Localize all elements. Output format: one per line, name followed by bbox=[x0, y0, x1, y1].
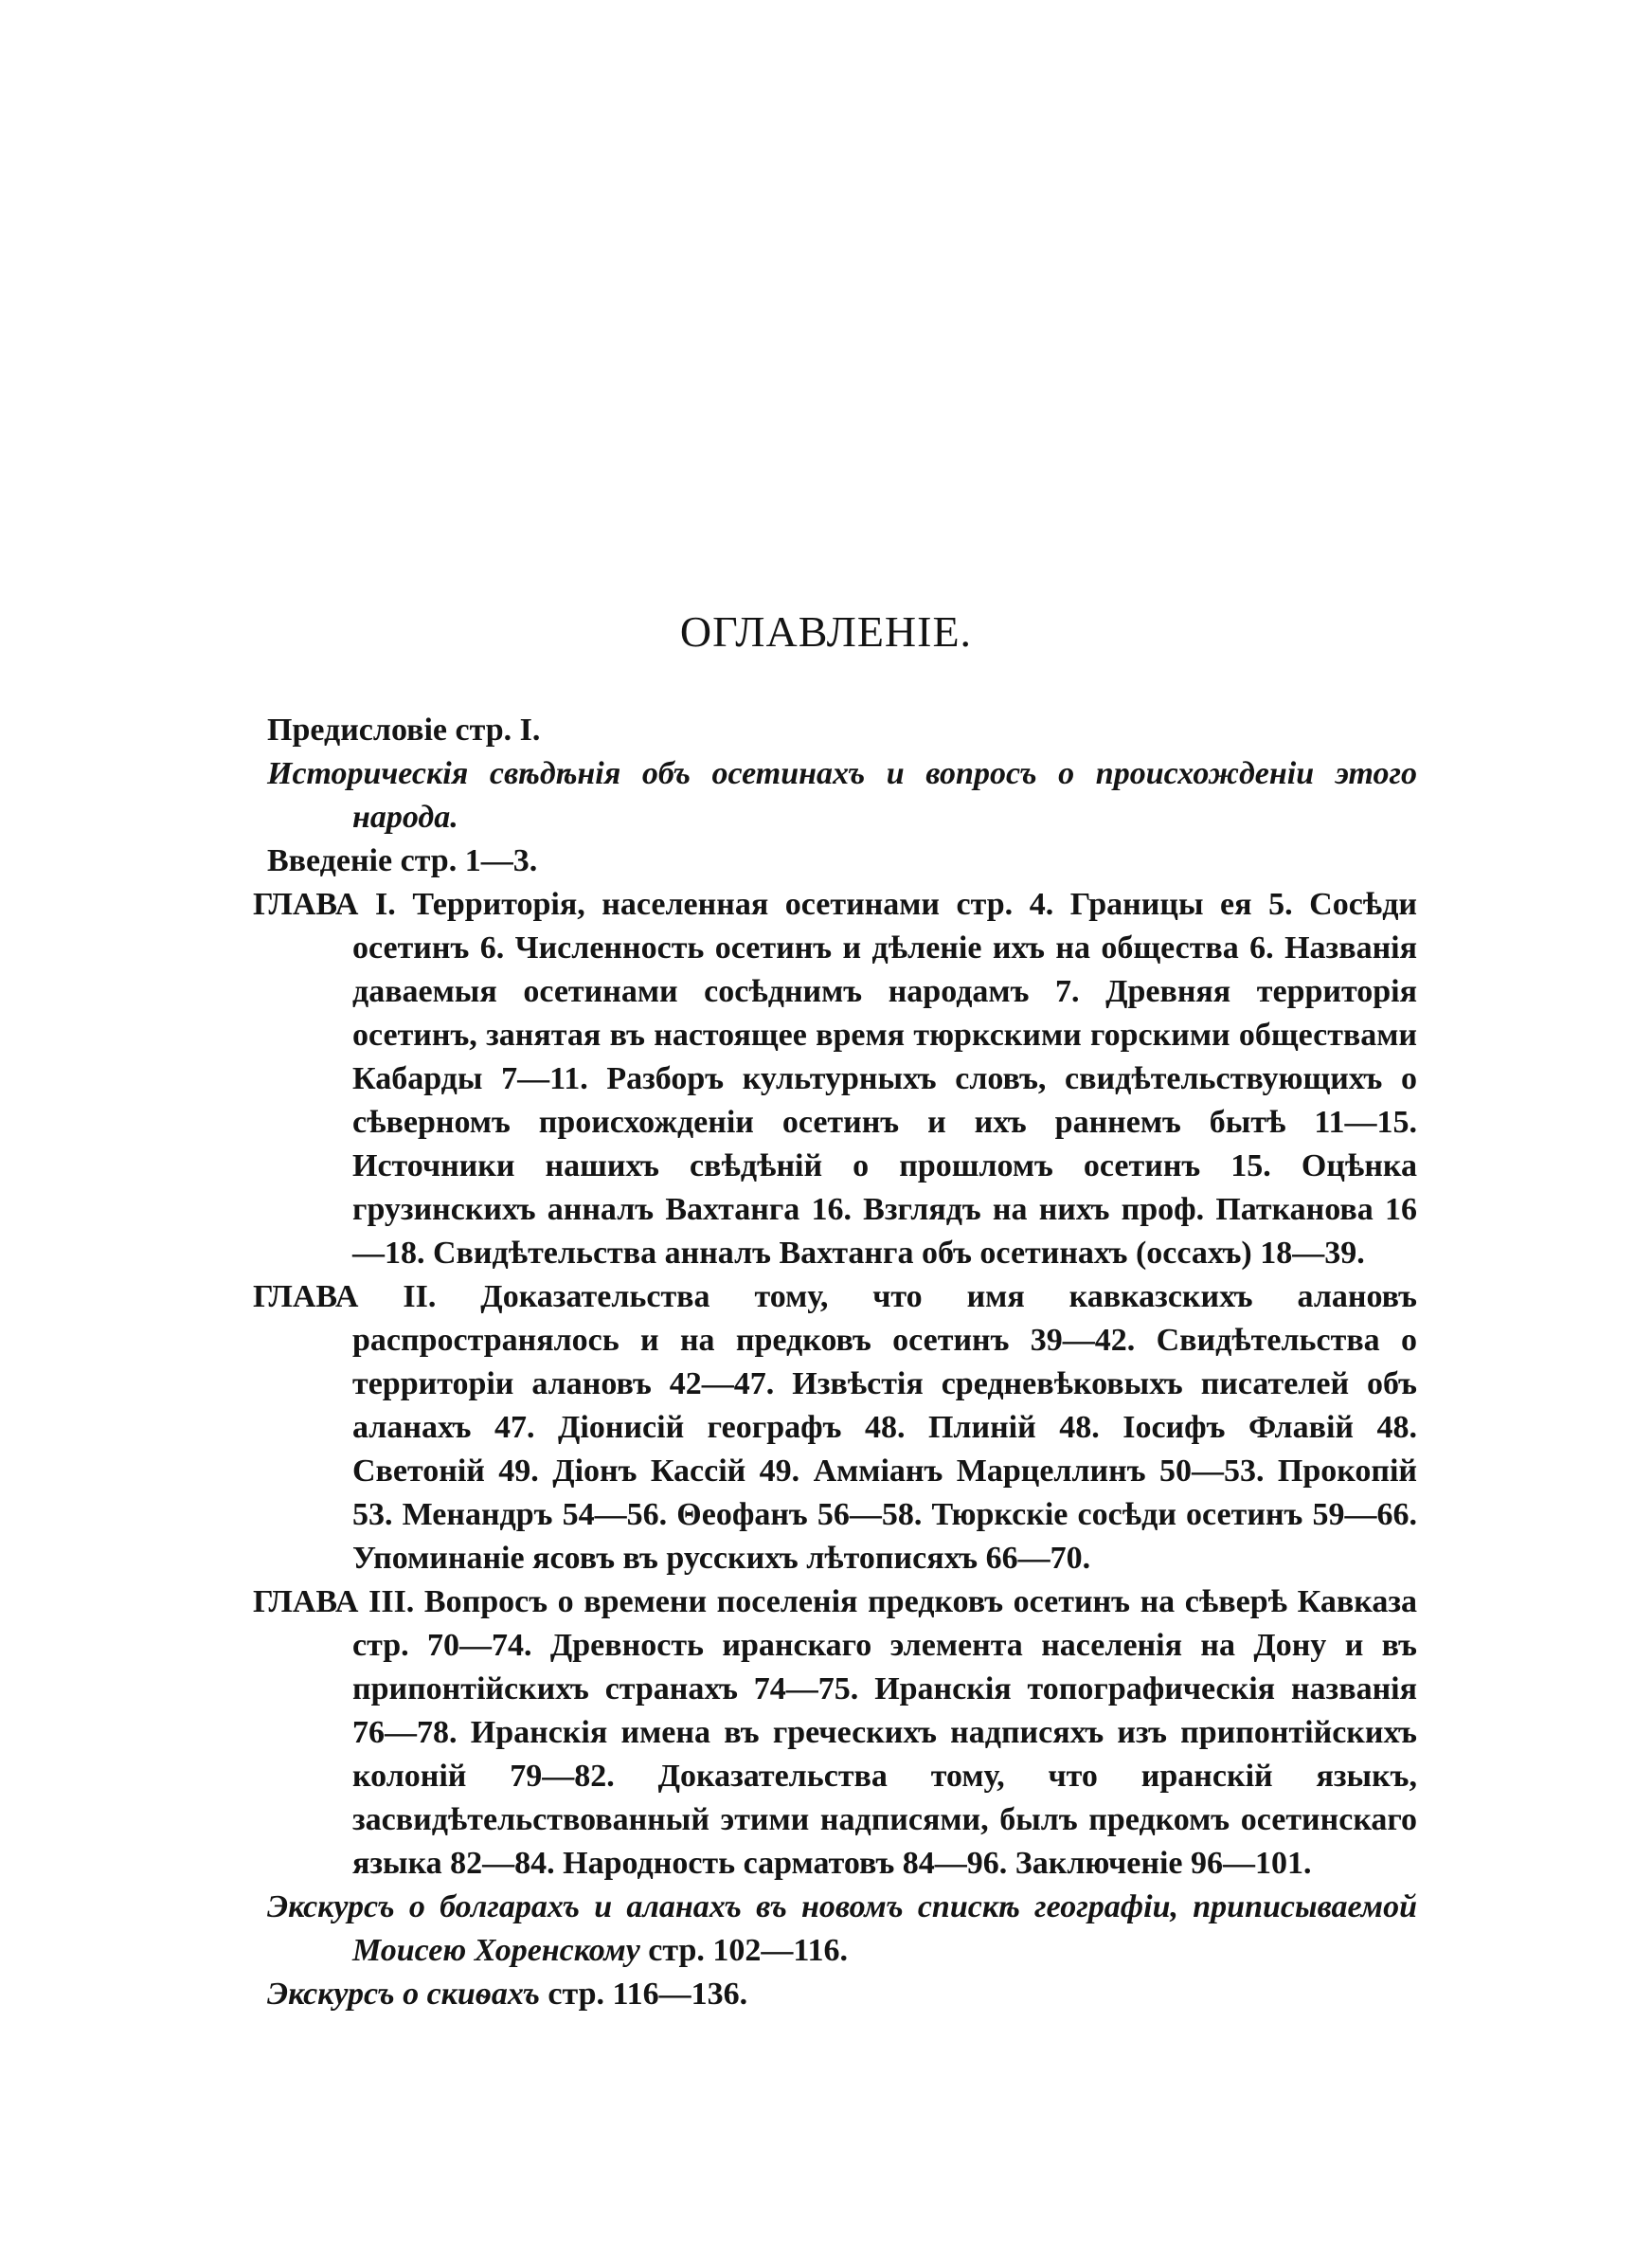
toc-chapter-3 bbox=[253, 1580, 1417, 1886]
toc-chapter-2 bbox=[253, 1275, 1418, 1580]
page-title: ОГЛАВЛЕНІЕ. bbox=[679, 607, 973, 656]
excursus-pages: стр. 102—116. bbox=[648, 1933, 849, 1968]
excursus-pages: стр. 116—136. bbox=[548, 1977, 748, 2012]
chapter-label: ГЛАВА II. bbox=[253, 1279, 437, 1314]
section-heading-text: Историческія свѣдѣнія объ осетинахъ и вопросъ о происхожденіи этого народа. bbox=[267, 756, 1417, 835]
chapter-text: Доказательства тому, что имя кавказскихъ алановъ распространялось и на предковъ осетинъ 39—42. Свидѣтельства о территоріи алановъ 42—47. Извѣстія средневѣковыхъ писателей объ аланахъ 47. Діонисій географъ 48. Плиній 48. Іосифъ Флавій 48. Светоній 49. Діонъ Кассій 49. Амміанъ Марцеллинъ 50—53. Прокопій 53. Менандръ 54—56. Θеофанъ 56—58. Тюркскіе сосѣди осетинъ 59—66. Упоминаніе ясовъ въ русскихъ лѣтописяхъ 66—70. bbox=[352, 1279, 1418, 1576]
toc-excursus-1 bbox=[258, 1886, 1417, 1973]
excursus-title: Экскурсъ о болгарахъ и аланахъ въ новомъ спискѣ географіи, приписываемой Моисею Хоренскому bbox=[267, 1889, 1417, 1968]
table-of-contents bbox=[253, 709, 1418, 2016]
toc-chapter-1 bbox=[253, 883, 1417, 1275]
toc-entry-preface: Предисловіе стр. I. bbox=[267, 713, 541, 748]
toc-excursus-2 bbox=[258, 1973, 1417, 2016]
chapter-label: ГЛАВА III. bbox=[253, 1584, 415, 1619]
excursus-title: Экскурсъ о скиѳахъ bbox=[267, 1977, 540, 2012]
chapter-label: ГЛАВА I. bbox=[253, 887, 396, 922]
toc-section-heading bbox=[258, 752, 1417, 840]
chapter-text: Территорія, населенная осетинами стр. 4. Границы ея 5. Сосѣди осетинъ 6. Численность осетинъ и дѣленіе ихъ на общества 6. Названія даваемыя осетинами сосѣднимъ народамъ 7. Древняя территорія осетинъ, занятая въ настоящее время тюркскими горскими обществами Кабарды 7—11. Разборъ культурныхъ словъ, свидѣтельствующихъ о сѣверномъ происхожденіи осетинъ и ихъ раннемъ бытѣ 11—15. Источники нашихъ свѣдѣній о прошломъ осетинъ 15. Оцѣнка грузинскихъ анналъ Вахтанга 16. Взглядъ на нихъ проф. Патканова 16—18. Свидѣтельства анналъ Вахтанга объ осетинахъ (оссахъ) 18—39. bbox=[352, 887, 1417, 1271]
toc-entry-introduction: Введеніе стр. 1—3. bbox=[267, 843, 538, 878]
chapter-text: Вопросъ о времени поселенія предковъ осетинъ на сѣверѣ Кавказа стр. 70—74. Древность иранскаго элемента населенія на Дону и въ припонтійскихъ странахъ 74—75. Иранскія топографическія названія 76—78. Иранскія имена въ греческихъ надписяхъ изъ припонтійскихъ колоній 79—82. Доказательства тому, что иранскій языкъ, засвидѣтельствованный этими надписями, былъ предкомъ осетинскаго языка 82—84. Народность сарматовъ 84—96. Заключеніе 96—101. bbox=[352, 1584, 1417, 1881]
